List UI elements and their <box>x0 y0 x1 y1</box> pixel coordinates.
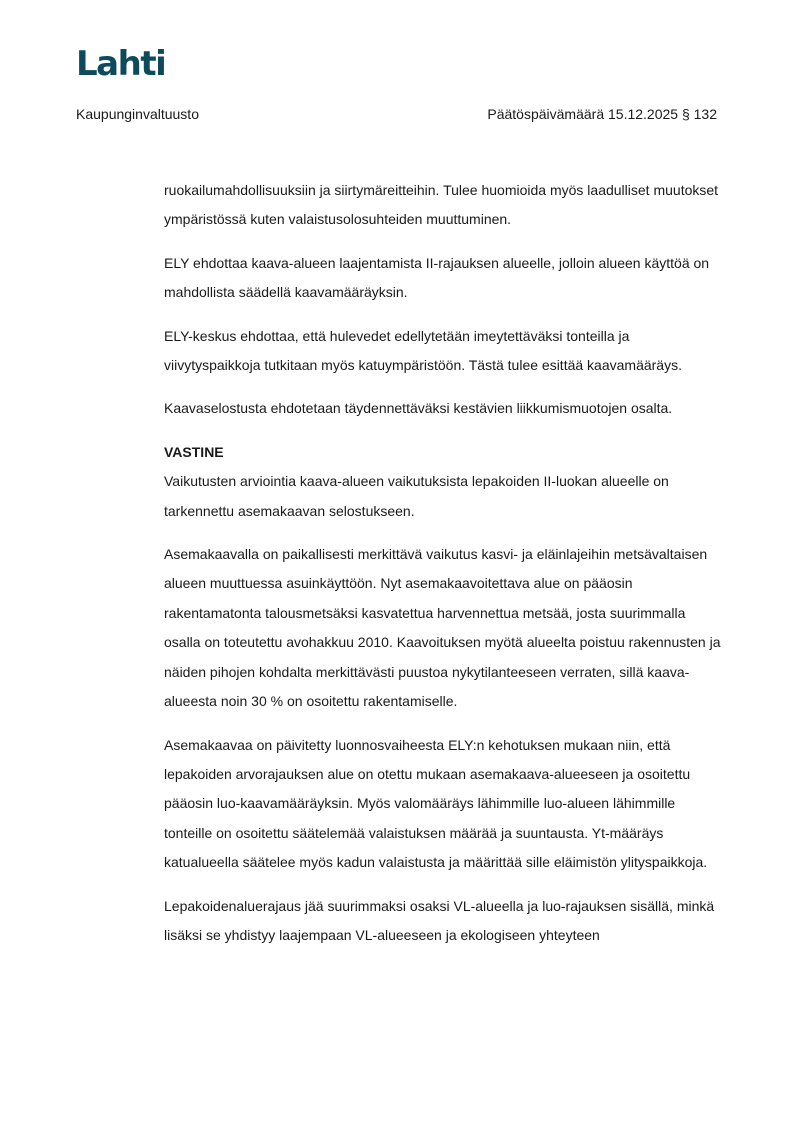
lahti-logo <box>76 44 166 82</box>
decision-date: Päätöspäivämäärä 15.12.2025 § 132 <box>487 106 717 122</box>
organization-name: Kaupunginvaltuusto <box>76 106 199 122</box>
paragraph-4: Kaavaselostusta ehdotetaan täydennettäväksi kestävien liikkumismuotojen osalta. <box>164 400 673 417</box>
paragraph-2: ELY ehdottaa kaava-alueen laajentamista II-rajauksen alueelle, jolloin alueen käyttöä on mahdollista säädellä kaavamääräyksin. <box>164 254 710 301</box>
document-body <box>164 176 724 964</box>
paragraph-8: Lepakoidenaluerajaus jää suurimmaksi osaksi VL-alueella ja luo-rajauksen sisällä, minkä lisäksi se yhdistyy laajempaan VL-alueeseen ja ekologiseen yhteyteen <box>164 897 715 943</box>
paragraph-3: ELY-keskus ehdottaa, että hulevedet edellytetään imeytettäväksi tonteilla ja viivytyspaikkoja tutkitaan myös katuympäristöön. Tästä tulee esittää kaavamääräys. <box>164 327 682 374</box>
section-heading-vastine: VASTINE <box>164 443 224 460</box>
paragraph-5: Vaikutusten arviointia kaava-alueen vaikutuksista lepakoiden II-luokan alueelle on tarkennettu asemakaavan selostukseen. <box>164 473 669 519</box>
paragraph-1: ruokailumahdollisuuksiin ja siirtymäreitteihin. Tulee huomioida myös laadulliset muutokset ympäristössä kuten valaistusolosuhteiden muuttuminen. <box>164 182 719 228</box>
paragraph-6: Asemakaavalla on paikallisesti merkittävä vaikutus kasvi- ja eläinlajeihin metsävaltaisen alueen muuttuessa asuinkäyttöön. Nyt asemakaavoitettava alue on pääosin rakentamatonta talousmetsäksi kasvatettua harvennettua metsää, josta suurimmalla osalla on toteutettu avohakkuu 2010. Kaavoituksen myötä alueelta poistuu rakennusten ja näiden pihojen kohdalta merkittävästi puustoa nykytilanteeseen verraten, sillä kaava-alueesta noin 30 % on osoitettu rakentamiselle. <box>164 546 721 710</box>
svg-text:Lahti: Lahti <box>76 44 166 82</box>
paragraph-7: Asemakaavaa on päivitetty luonnosvaiheesta ELY:n kehotuksen mukaan niin, että lepakoiden arvorajauksen alue on otettu mukaan asemakaava-alueeseen ja osoitettu pääosin luo-kaavamääräyksin. Myös valomääräys lähimmille luo-alueen lähimmille tonteille on osoitettu säätelemää valaistuksen määrää ja suuntausta. Yt-määräys katualueella säätelee myös kadun valaistusta ja määrittää sille eläimistön ylityspaikkoja. <box>164 736 708 871</box>
